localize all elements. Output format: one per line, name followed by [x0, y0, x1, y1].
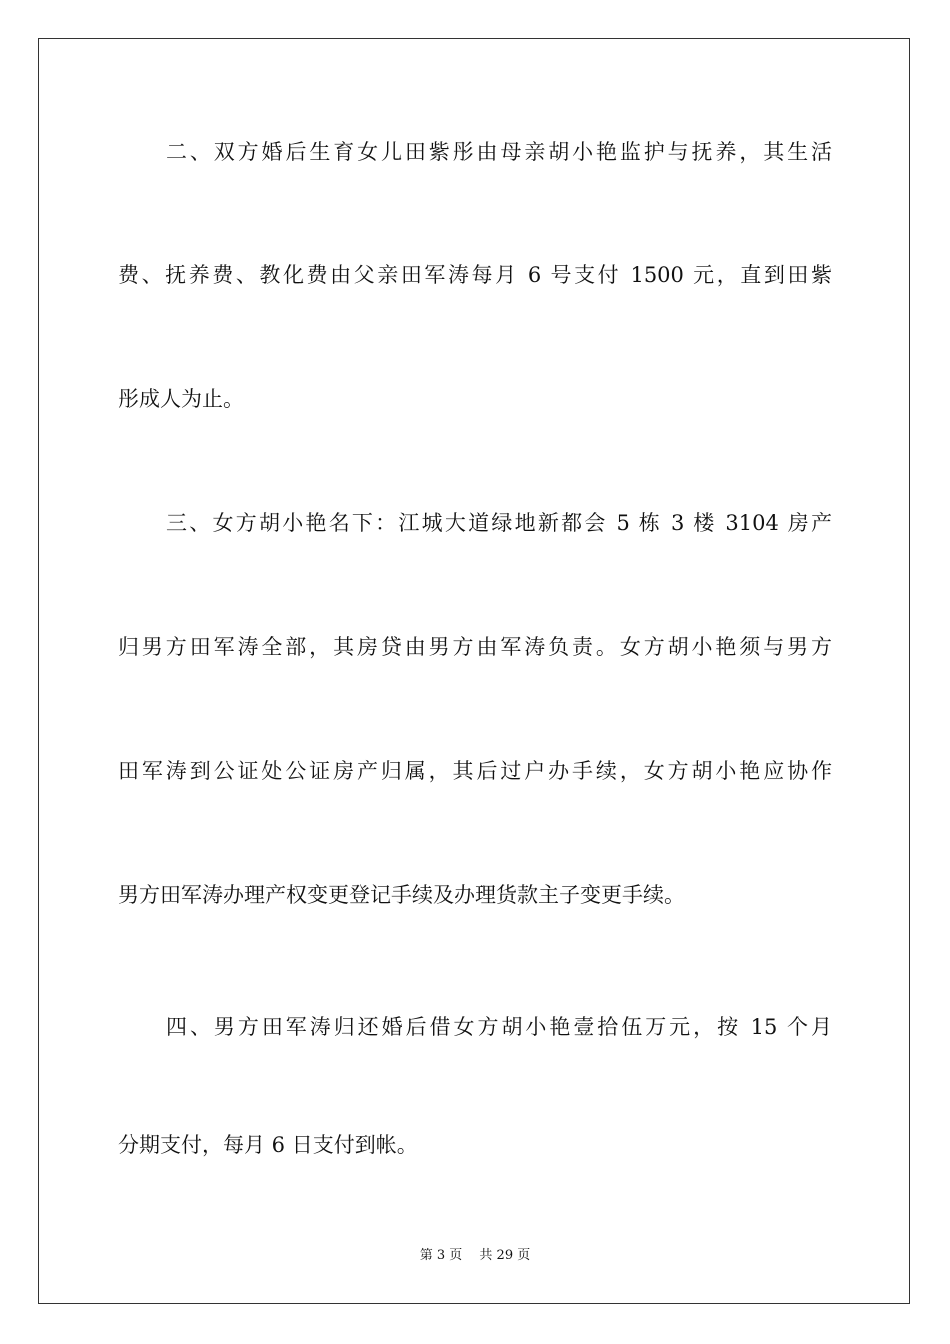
clause-2-line-3: 彤成人为止。 — [118, 387, 244, 411]
page-border — [38, 38, 910, 1304]
clause-3-line-3: 田军涛到公证处公证房产归属，其后过户办手续，女方胡小艳应协作 — [118, 759, 832, 783]
clause-2-line-1: 二、双方婚后生育女儿田紫彤由母亲胡小艳监护与抚养，其生活 — [166, 140, 832, 164]
page-number-footer: 第 3 页 共 29 页 — [419, 1248, 531, 1263]
clause-3-line-2: 归男方田军涛全部，其房贷由男方由军涛负责。女方胡小艳须与男方 — [118, 635, 832, 659]
clause-4-line-2: 分期支付，每月 6 日支付到帐。 — [118, 1133, 418, 1157]
clause-3-line-4: 男方田军涛办理产权变更登记手续及办理货款主子变更手续。 — [118, 883, 685, 907]
clause-3-line-1: 三、女方胡小艳名下：江城大道绿地新都会 5 栋 3 楼 3104 房产 — [166, 511, 832, 535]
clause-2-line-2: 费、抚养费、教化费由父亲田军涛每月 6 号支付 1500 元，直到田紫 — [118, 263, 832, 287]
clause-4-line-1: 四、男方田军涛归还婚后借女方胡小艳壹拾伍万元，按 15 个月 — [166, 1015, 832, 1039]
